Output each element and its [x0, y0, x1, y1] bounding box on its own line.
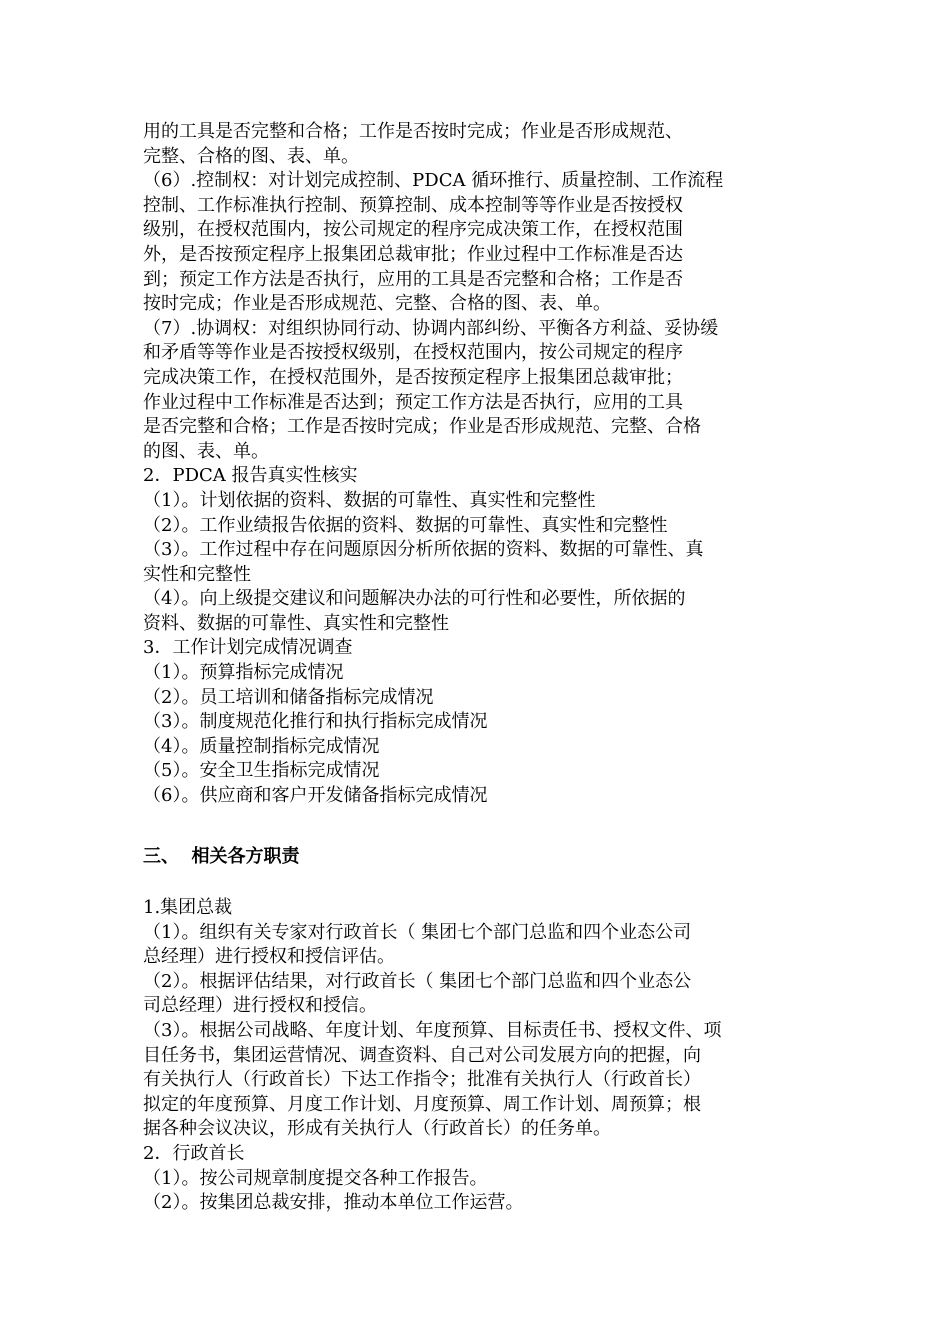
subsection-title: 1.集团总裁: [143, 897, 233, 918]
text-line: （1）。组织有关专家对行政首长（ 集团七个部门总监和四个业态公司: [143, 921, 692, 943]
body-text-block-2: [143, 896, 809, 1216]
text-line: 司总经理）进行授权和授信。: [143, 995, 377, 1017]
text-line: （6）。供应商和客户开发储备指标完成情况: [143, 785, 488, 807]
text-line: （1）。预算指标完成情况: [143, 662, 344, 684]
subsection-title: 2．行政首长: [143, 1142, 245, 1164]
text-line: 外，是否按预定程序上报集团总裁审批；作业过程中工作标准是否达: [143, 243, 683, 265]
text-line: 作业过程中工作标准是否达到；预定工作方法是否执行，应用的工具: [143, 391, 683, 413]
section-heading: 三、 相关各方职责: [143, 846, 300, 867]
text-line: 完成决策工作，在授权范围外，是否按预定程序上报集团总裁审批；: [143, 366, 683, 388]
text-line: （2）。根据评估结果，对行政首长（ 集团七个部门总监和四个业态公: [143, 970, 692, 992]
text-line: 有关执行人（行政首长）下达工作指令；批准有关执行人（行政首长）: [143, 1069, 701, 1091]
text-line: （3）。根据公司战略、年度计划、年度预算、目标责任书、授权文件、项: [143, 1019, 722, 1041]
text-line: （3）。制度规范化推行和执行指标完成情况: [143, 711, 488, 733]
text-line: 总经理）进行授权和授信评估。: [143, 946, 395, 968]
text-line: （7）.协调权：对组织协同行动、协调内部纠纷、平衡各方利益、妥协缓: [143, 317, 719, 339]
text-line: 拟定的年度预算、月度工作计划、月度预算、周工作计划、周预算；根: [143, 1093, 701, 1115]
text-line: （4）。向上级提交建议和问题解决办法的可行性和必要性，所依据的: [143, 588, 686, 610]
text-line: 是否完整和合格；工作是否按时完成；作业是否形成规范、完整、合格: [143, 416, 701, 438]
subsection-title: 2．PDCA 报告真实性核实: [143, 465, 358, 487]
text-line: 到；预定工作方法是否执行，应用的工具是否完整和合格；工作是否: [143, 268, 683, 290]
text-line: （6）.控制权：对计划完成控制、PDCA 循环推行、质量控制、工作流程: [143, 170, 724, 192]
text-line: 完整、合格的图、表、单。: [143, 145, 359, 167]
text-line: 控制、工作标准执行控制、预算控制、成本控制等等作业是否按授权: [143, 194, 683, 216]
text-line: （1）。按公司规章制度提交各种工作报告。: [143, 1167, 488, 1189]
text-line: 资料、数据的可靠性、真实性和完整性: [143, 612, 449, 634]
text-line: 据各种会议决议，形成有关执行人（行政首长）的任务单。: [143, 1118, 611, 1140]
text-line: （1）。计划依据的资料、数据的可靠性、真实性和完整性: [143, 489, 596, 511]
text-line: 和矛盾等等作业是否按授权级别，在授权范围内，按公司规定的程序: [143, 342, 683, 364]
text-line: 级别，在授权范围内，按公司规定的程序完成决策工作，在授权范围: [143, 219, 683, 241]
text-line: （3）。工作过程中存在问题原因分析所依据的资料、数据的可靠性、真: [143, 539, 704, 561]
subsection-title: 3．工作计划完成情况调查: [143, 637, 353, 659]
text-line: （2）。工作业绩报告依据的资料、数据的可靠性、真实性和完整性: [143, 514, 668, 536]
text-line: 按时完成；作业是否形成规范、完整、合格的图、表、单。: [143, 293, 611, 315]
text-line: 目任务书，集团运营情况、调查资料、自己对公司发展方向的把握，向: [143, 1044, 701, 1066]
text-line: （5）。安全卫生指标完成情况: [143, 760, 380, 782]
text-line: 用的工具是否完整和合格；工作是否按时完成；作业是否形成规范、: [143, 121, 683, 142]
text-line: 的图、表、单。: [143, 440, 269, 462]
text-line: （2）。按集团总裁安排，推动本单位工作运营。: [143, 1192, 524, 1214]
body-text-block-1: [143, 120, 809, 809]
text-line: （4）。质量控制指标完成情况: [143, 735, 380, 757]
text-line: 实性和完整性: [143, 563, 251, 585]
text-line: （2）。员工培训和储备指标完成情况: [143, 686, 434, 708]
